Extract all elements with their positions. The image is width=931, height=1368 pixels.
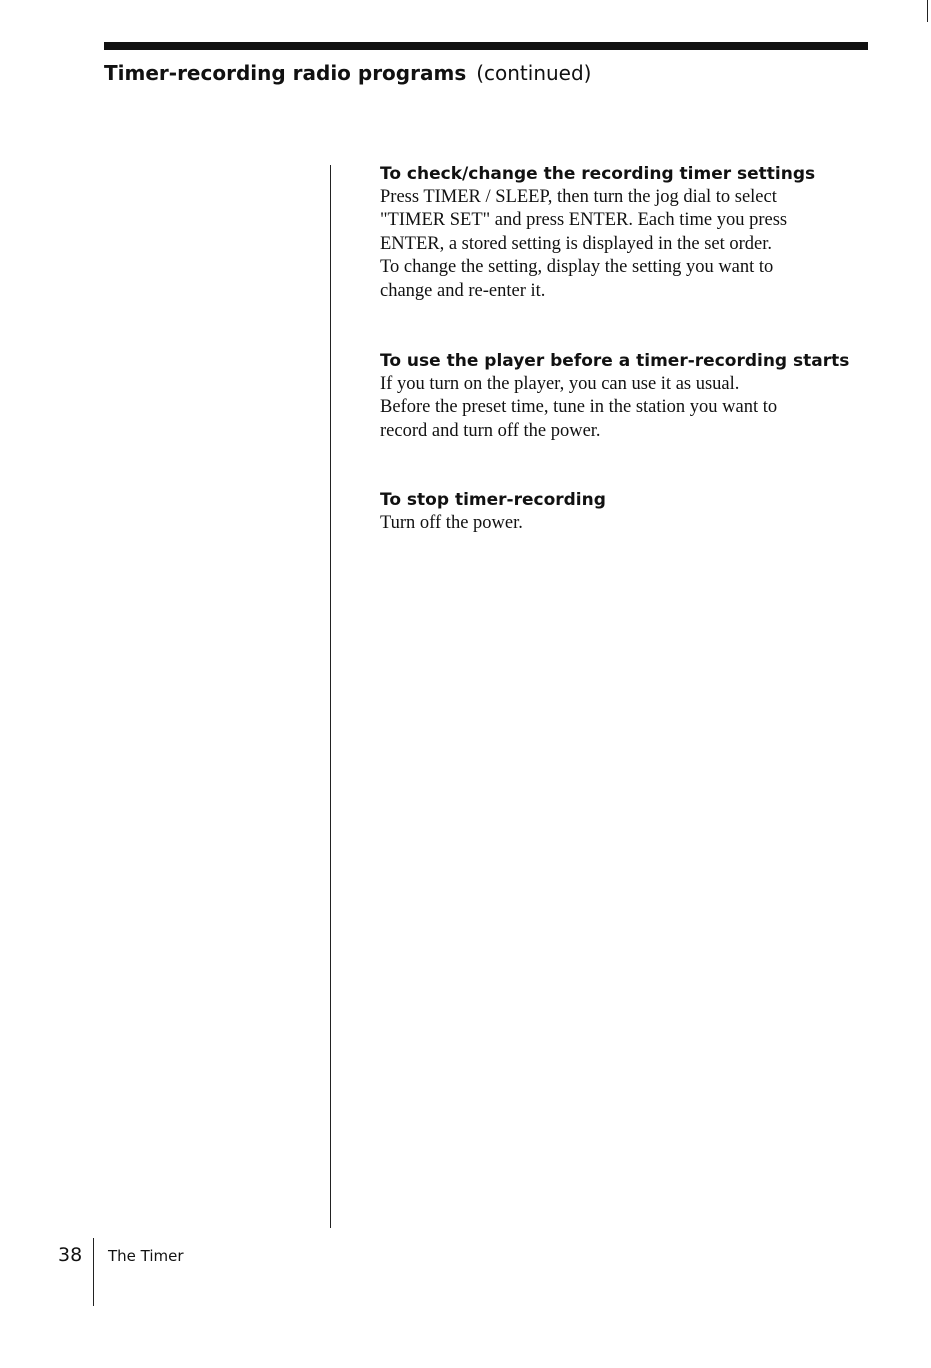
column-divider xyxy=(330,165,331,1228)
section-body xyxy=(380,373,860,443)
page-title-main: Timer-recording radio programs xyxy=(104,61,467,85)
body-line: change and re-enter it. xyxy=(380,280,546,301)
body-line: record and turn off the power. xyxy=(380,420,601,441)
page-title xyxy=(104,58,591,88)
body-line: ENTER, a stored setting is displayed in the set order. xyxy=(380,233,773,254)
section-body xyxy=(380,186,860,303)
section-use-player-before-recording xyxy=(380,349,860,443)
section-check-change-settings xyxy=(380,162,860,303)
section-stop-recording xyxy=(380,488,860,535)
footer-section-label: The Timer xyxy=(108,1247,184,1265)
section-heading: To stop timer-recording xyxy=(380,490,606,510)
page-number: 38 xyxy=(58,1244,83,1266)
body-line: "TIMER SET" and press ENTER. Each time you press xyxy=(380,210,788,231)
edge-mark xyxy=(927,0,928,22)
body-line: Press TIMER / SLEEP, then turn the jog dial to select xyxy=(380,187,777,207)
header-rule xyxy=(104,42,868,50)
body-line: If you turn on the player, you can use it as usual. xyxy=(380,374,740,394)
page-title-continued: (continued) xyxy=(476,61,592,85)
body-line: Before the preset time, tune in the station you want to xyxy=(380,397,778,418)
section-heading: To check/change the recording timer settings xyxy=(380,164,816,184)
section-heading: To use the player before a timer-recording starts xyxy=(380,351,850,371)
section-body xyxy=(380,512,860,535)
body-line: Turn off the power. xyxy=(380,513,523,533)
body-line: To change the setting, display the setting you want to xyxy=(380,257,774,278)
footer-divider xyxy=(93,1238,94,1306)
